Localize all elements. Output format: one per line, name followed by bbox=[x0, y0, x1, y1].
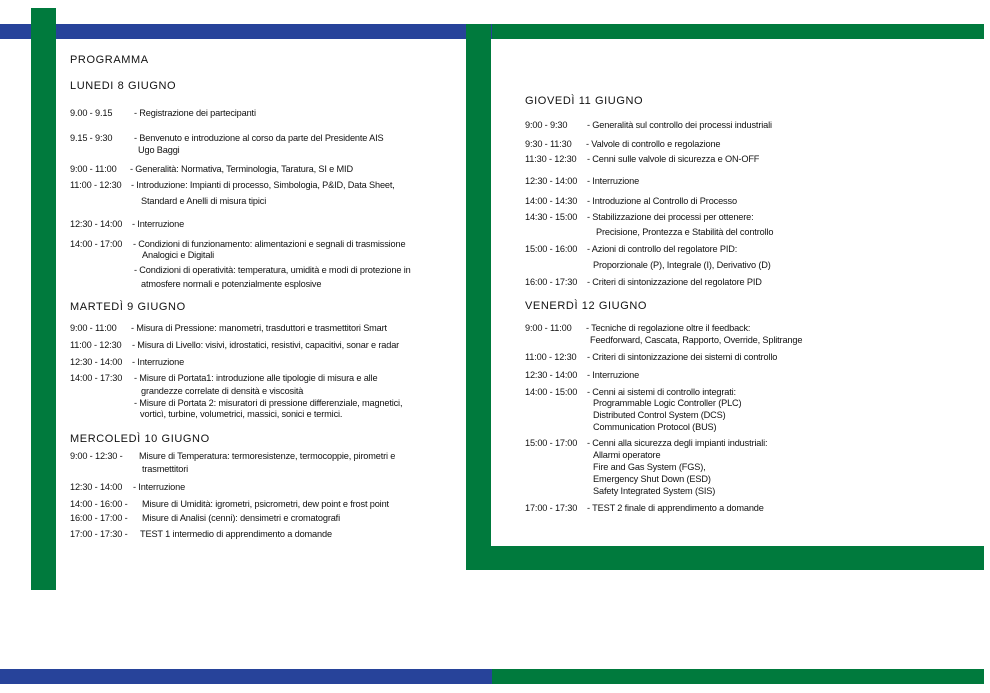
schedule-item-cont: Distributed Control System (DCS) bbox=[593, 410, 726, 420]
schedule-item-cont: grandezze correlate di densità e viscosità bbox=[141, 386, 304, 396]
schedule-item: - Cenni ai sistemi di controllo integrati: bbox=[587, 387, 736, 397]
schedule-item: - Cenni sulle valvole di sicurezza e ON-OFF bbox=[587, 154, 760, 164]
schedule-item: - Stabilizzazione dei processi per ottenere: bbox=[587, 212, 754, 222]
schedule-item-cont: Precisione, Prontezza e Stabilità del controllo bbox=[596, 227, 774, 237]
bottom-bar-left bbox=[0, 669, 492, 684]
schedule-time: 15:00 - 17:00 bbox=[525, 438, 578, 448]
schedule-item-cont: Standard e Anelli di misura tipici bbox=[141, 196, 267, 206]
schedule-item: - Interruzione bbox=[587, 176, 640, 186]
day-header-wednesday: MERCOLEDÌ 10 GIUGNO bbox=[70, 433, 210, 445]
schedule-time: 9.15 - 9:30 bbox=[70, 133, 113, 143]
schedule-time: 9:00 - 11:00 bbox=[525, 323, 572, 333]
schedule-item-cont: vorticì, turbine, volumetrici, massici, sonici e termici. bbox=[140, 409, 343, 419]
day-header-thursday: GIOVEDÌ 11 GIUGNO bbox=[525, 95, 644, 107]
schedule-time: 14:00 - 15:00 bbox=[525, 387, 578, 397]
schedule-item-cont: Fire and Gas System (FGS), bbox=[593, 462, 706, 472]
schedule-item: - Azioni di controllo del regolatore PID: bbox=[587, 244, 738, 254]
schedule-time: 14:00 - 17:00 bbox=[70, 239, 123, 249]
schedule-item: - Misure di Portata1: introduzione alle tipologie di misura e alle bbox=[134, 373, 378, 383]
schedule-item: - Generalità: Normativa, Terminologia, Taratura, SI e MID bbox=[130, 164, 353, 174]
schedule-item: - Tecniche di regolazione oltre il feedback: bbox=[586, 323, 751, 333]
bottom-bar-right bbox=[492, 669, 984, 684]
schedule-item: - Misura di Livello: visivi, idrostatici, resistivi, capacitivi, sonar e radar bbox=[132, 340, 400, 350]
top-bar-right bbox=[492, 24, 984, 39]
schedule-item-cont: Programmable Logic Controller (PLC) bbox=[593, 398, 742, 408]
schedule-time: 15:00 - 16:00 bbox=[525, 244, 578, 254]
day-header-tuesday: MARTEDÌ 9 GIUGNO bbox=[70, 301, 186, 313]
schedule-time: 9:00 - 11:00 bbox=[70, 323, 117, 333]
schedule-time: 12:30 - 14:00 bbox=[525, 370, 578, 380]
schedule-time: 11:00 - 12:30 bbox=[70, 340, 122, 350]
schedule-time: 11:00 - 12:30 bbox=[525, 352, 577, 362]
schedule-time: 12:30 - 14:00 bbox=[70, 482, 123, 492]
schedule-item: - Criteri di sintonizzazione del regolatore PID bbox=[587, 277, 762, 287]
schedule-item: - Interruzione bbox=[132, 357, 185, 367]
schedule-time: 9:00 - 12:30 - bbox=[70, 451, 123, 461]
schedule-time: 17:00 - 17:30 - bbox=[70, 529, 128, 539]
schedule-time: 12:30 - 14:00 bbox=[70, 357, 123, 367]
right-panel bbox=[491, 39, 984, 546]
schedule-time: 14:00 - 16:00 - bbox=[70, 499, 128, 509]
schedule-item: - Interruzione bbox=[587, 370, 640, 380]
schedule-time: 17:00 - 17:30 bbox=[525, 503, 578, 513]
schedule-item: - TEST 2 finale di apprendimento a domande bbox=[587, 503, 764, 513]
schedule-item-cont: trasmettitori bbox=[142, 464, 189, 474]
schedule-item-cont: Allarmi operatore bbox=[593, 450, 661, 460]
schedule-item: - Benvenuto e introduzione al corso da parte del Presidente AIS bbox=[134, 133, 384, 143]
schedule-item-cont: Analogici e Digitali bbox=[142, 250, 215, 260]
schedule-time: 14:00 - 14:30 bbox=[525, 196, 578, 206]
schedule-item: - Introduzione al Controllo di Processo bbox=[587, 196, 737, 206]
right-bottom-bar bbox=[466, 546, 984, 570]
schedule-item: TEST 1 intermedio di apprendimento a domande bbox=[140, 529, 332, 539]
center-vertical-bar bbox=[466, 24, 491, 570]
schedule-item: - Generalità sul controllo dei processi industriali bbox=[587, 120, 772, 130]
schedule-item: - Interruzione bbox=[133, 482, 186, 492]
schedule-time: 11:00 - 12:30 bbox=[70, 180, 122, 190]
schedule-time: 12:30 - 14:00 bbox=[70, 219, 123, 229]
schedule-time: 9.00 - 9.15 bbox=[70, 108, 113, 118]
schedule-item-cont: Safety Integrated System (SIS) bbox=[593, 486, 716, 496]
schedule-item: Misure di Umidità: igrometri, psicrometri, dew point e frost point bbox=[142, 499, 389, 509]
schedule-time: 11:30 - 12:30 bbox=[525, 154, 577, 164]
schedule-time: 16:00 - 17:30 bbox=[525, 277, 578, 287]
schedule-item-cont: atmosfere normali e potenzialmente esplosive bbox=[141, 279, 322, 289]
schedule-item-cont: Proporzionale (P), Integrale (I), Derivativo (D) bbox=[593, 260, 771, 270]
top-bar-left bbox=[0, 24, 492, 39]
program-title: PROGRAMMA bbox=[70, 54, 149, 66]
schedule-item-cont: Communication Protocol (BUS) bbox=[593, 422, 717, 432]
schedule-time: 14:30 - 15:00 bbox=[525, 212, 578, 222]
schedule-item-cont: Emergency Shut Down (ESD) bbox=[593, 474, 711, 484]
schedule-time: 14:00 - 17:30 bbox=[70, 373, 123, 383]
schedule-item-cont: Ugo Baggi bbox=[138, 145, 180, 155]
schedule-item: - Criteri di sintonizzazione dei sistemi di controllo bbox=[587, 352, 778, 362]
schedule-time: 9:00 - 9:30 bbox=[525, 120, 568, 130]
schedule-time: 9:00 - 11:00 bbox=[70, 164, 117, 174]
left-vertical-bar bbox=[31, 8, 56, 590]
schedule-item: Misure di Temperatura: termoresistenze, termocoppie, pirometri e bbox=[139, 451, 396, 461]
schedule-item-cont: Feedforward, Cascata, Rapporto, Override, Splitrange bbox=[590, 335, 803, 345]
schedule-item: - Introduzione: Impianti di processo, Simbologia, P&ID, Data Sheet, bbox=[131, 180, 395, 190]
schedule-item: - Cenni alla sicurezza degli impianti industriali: bbox=[587, 438, 768, 448]
schedule-item: - Condizioni di operatività: temperatura, umidità e modi di protezione in bbox=[134, 265, 411, 275]
schedule-item: - Misure di Portata 2: misuratori di pressione differenziale, magnetici, bbox=[134, 398, 403, 408]
schedule-item: - Registrazione dei partecipanti bbox=[134, 108, 256, 118]
schedule-time: 12:30 - 14:00 bbox=[525, 176, 578, 186]
schedule-item: - Interruzione bbox=[132, 219, 185, 229]
schedule-item: Misure di Analisi (cenni): densimetri e cromatografi bbox=[142, 513, 340, 523]
schedule-item: - Valvole di controllo e regolazione bbox=[586, 139, 721, 149]
day-header-monday: LUNEDI 8 GIUGNO bbox=[70, 80, 177, 92]
schedule-time: 16:00 - 17:00 - bbox=[70, 513, 128, 523]
schedule-time: 9:30 - 11:30 bbox=[525, 139, 572, 149]
schedule-item: - Misura di Pressione: manometri, trasduttori e trasmettitori Smart bbox=[131, 323, 387, 333]
schedule-item: - Condizioni di funzionamento: alimentazioni e segnali di trasmissione bbox=[133, 239, 406, 249]
day-header-friday: VENERDÌ 12 GIUGNO bbox=[525, 300, 648, 312]
